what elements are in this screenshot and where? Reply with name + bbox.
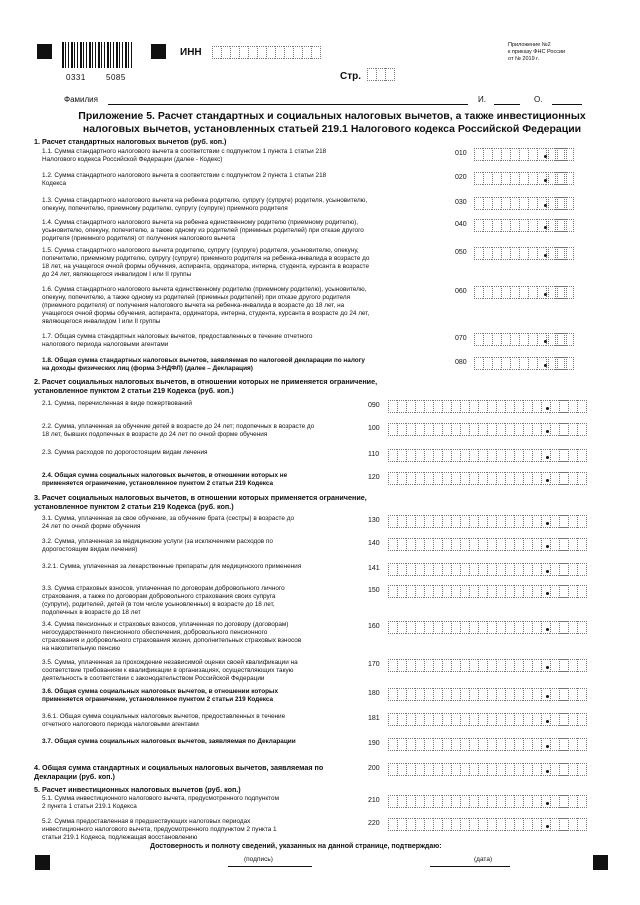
initial1-label: И. [478,95,486,104]
row-130-code: 130 [368,517,380,524]
signature-label: (подпись) [244,856,273,863]
row-170-label: 3.5. Сумма, уплаченная за прохождение независимой оценки своей квалификации на соответствие требованиям к квалификации в организациях, осуществляющих такую деятельность в соответствии с законодательством Российской Федерации [42,659,298,682]
section-4-heading: 4. Общая сумма стандартных и социальных налоговых вычетов, заявляемая по Декларации (руб. коп.) [34,763,324,781]
row-130-kopecks-cells[interactable] [550,515,569,528]
row-110-code: 110 [368,451,380,458]
row-181-kopecks-cells[interactable] [550,713,569,726]
row-180-label: 3.6. Общая сумма социальных налоговых вычетов, в отношении которых применяется ограничение, установленное пунктом 2 статьи 219 Кодекса [42,688,279,703]
row-160-label: 3.4. Сумма пенсионных и страховых взносов, уплаченная по договору (договорам) негосударственного пенсионного обеспечения, добровольного пенсионного страхования и добровольного страхования жизни, дополнительных страховых взносов на накопительную пенсию [42,621,302,652]
row-100-kopecks-cells[interactable] [550,423,569,436]
appendix-note: Приложение №2 к приказу ФНС России от № 2019 г. [508,42,566,62]
row-220-label: 5.2. Сумма предоставленная в предшествующих налоговых периодах инвестиционного налогового вычета, предусмотренного подпунктом 2 пункта 1 статьи 219.1 Кодекса, подлежащая восстановлению [42,818,277,841]
surname-field[interactable] [108,104,468,105]
row-140-kopecks-cells[interactable] [550,538,569,551]
row-040-kopecks-cells[interactable] [548,219,567,232]
row-070-kopecks-cells[interactable] [548,333,567,346]
row-070-decimal-point [544,340,547,343]
row-050-kopecks-cells[interactable] [548,247,567,260]
row-150-kopecks-cells[interactable] [550,585,569,598]
row-100-code: 100 [368,425,380,432]
row-170-decimal-point [546,666,549,669]
row-130-label: 3.1. Сумма, уплаченная за свое обучение, за обучение брата (сестры) в возрасте до 24 лет по очной форме обучения [42,515,294,530]
registration-marker-bottom-right [593,855,608,870]
row-160-code: 160 [368,623,380,630]
row-050-decimal-point [544,254,547,257]
row-190-kopecks-cells[interactable] [550,738,569,751]
initial1-field[interactable] [494,104,520,105]
row-010-decimal-point [544,155,547,158]
section-5-heading: 5. Расчет инвестиционных налоговых вычетов (руб. коп.) [34,785,241,794]
row-060-decimal-point [544,293,547,296]
row-180-code: 180 [368,690,380,697]
row-150-label: 3.3. Сумма страховых взносов, уплаченная по договорам добровольного личного страхования, а также по договорам добровольного страхования своих супруга (супруги), родителей, детей (в том числе усыновленных) в возрасте до 18 лет, подопечных в возрасте до 18 лет [42,585,285,616]
row-180-kopecks-cells[interactable] [550,688,569,701]
row-050-code: 050 [455,249,467,256]
row-140-decimal-point [546,545,549,548]
row-181-code: 181 [368,715,380,722]
row-080-decimal-point [544,364,547,367]
row-210-label: 5.1. Сумма инвестиционного налогового вычета, предусмотренного подпунктом 2 пункта 1 статьи 219.1 Кодекса [42,795,279,810]
row-010-label: 1.1. Сумма стандартного налогового вычета в соответствии с подпунктом 1 пункта 1 статьи 218 Налогового кодекса Российской Федерации (далее - Кодекс) [42,148,327,163]
row-020-kopecks-cells[interactable] [548,172,567,185]
row-140-label: 3.2. Сумма, уплаченная за медицинские услуги (за исключением расходов по дорогостоящим видам лечения) [42,538,273,553]
row-140-code: 140 [368,540,380,547]
confirmation-text: Достоверность и полноту сведений, указанных на данной странице, подтверждаю: [150,843,442,850]
row-210-kopecks-cells[interactable] [550,795,569,808]
row-040-code: 040 [455,221,467,228]
row-010-kopecks-cells[interactable] [548,148,567,161]
row-090-code: 090 [368,402,380,409]
registration-marker-top-mid [151,44,166,59]
row-020-decimal-point [544,179,547,182]
row-200-kopecks-cells[interactable] [550,763,569,776]
row-020-label: 1.2. Сумма стандартного налогового вычета в соответствии с подпунктом 2 пункта 1 статьи 218 Кодекса [42,172,327,187]
row-020-code: 020 [455,174,467,181]
barcode-image [62,42,132,68]
row-160-kopecks-cells[interactable] [550,621,569,634]
row-130-decimal-point [546,522,549,525]
row-200-decimal-point [546,770,549,773]
initial2-field[interactable] [552,104,582,105]
row-120-label: 2.4. Общая сумма социальных налоговых вычетов, в отношении которых не применяется ограничение, установленное пунктом 2 статьи 219 Кодекса [42,472,288,487]
barcode-code-right: 5085 [106,73,126,82]
row-010-code: 010 [455,150,467,157]
row-070-code: 070 [455,335,467,342]
row-040-label: 1.4. Сумма стандартного налогового вычета на ребенка единственному родителю (приемному родителю), усыновителю, опекуну, попечителю, а также одному из родителей (приемных родителей) при отказе другого родителя (приемного родителя) от получения налогового вычета [42,219,364,242]
section-2-heading: 2. Расчет социальных налоговых вычетов, в отношении которых не применяется ограничение, установленное пунктом 2 статьи 219 Кодекса (руб. коп.) [34,377,378,395]
row-080-label: 1.8. Общая сумма стандартных налоговых вычетов, заявляемая по налоговой декларации по налогу на доходы физических лиц (форма 3-НДФЛ) (далее – Декларация) [42,357,365,372]
row-080-code: 080 [455,359,467,366]
row-141-code: 141 [368,565,380,572]
date-label: (дата) [474,856,493,863]
row-060-code: 060 [455,288,467,295]
row-060-kopecks-cells[interactable] [548,286,567,299]
inn-cells[interactable] [212,46,321,59]
row-090-kopecks-cells[interactable] [550,400,569,413]
signature-field[interactable] [228,866,312,867]
row-220-kopecks-cells[interactable] [550,818,569,831]
inn-label: ИНН [180,47,202,58]
row-070-label: 1.7. Общая сумма стандартных налоговых вычетов, предоставленных в течение отчетного налогового периода налоговыми агентами [42,333,313,348]
row-030-decimal-point [544,204,547,207]
row-050-label: 1.5. Сумма стандартного налогового вычета родителю, супругу (супруге) родителя, усыновителю, опекуну, попечителю, приемному родителю, супругу (супруге) приемного родителя на ребенка-инвалида в возрасте до 18 лет, на учащегося очной формы обучения, аспиранта, ординатора, интерна, студента, курсанта в возрасте до 24 лет, являющегося инвалидом I или II группы [42,247,370,278]
initial2-label: О. [534,95,543,104]
section-3-heading: 3. Расчет социальных налоговых вычетов, в отношении которых применяется ограничение, установленное пунктом 2 статьи 219 Кодекса (руб. коп.) [34,493,367,511]
row-030-kopecks-cells[interactable] [548,197,567,210]
section-1-heading: 1. Расчет стандартных налоговых вычетов (руб. коп.) [34,137,227,146]
row-090-decimal-point [546,407,549,410]
page-title: Приложение 5. Расчет стандартных и социальных налоговых вычетов, а также инвестиционных налоговых вычетов, установленных статьей 219.1 Налогового кодекса Российской Федерации [78,110,586,135]
row-141-label: 3.2.1. Сумма, уплаченная за лекарственные препараты для медицинского применения [42,563,302,570]
row-210-code: 210 [368,797,380,804]
row-040-decimal-point [544,226,547,229]
row-110-decimal-point [546,456,549,459]
row-190-label: 3.7. Общая сумма социальных налоговых вычетов, заявляемая по Декларации [42,738,296,745]
row-210-decimal-point [546,802,549,805]
row-170-kopecks-cells[interactable] [550,659,569,672]
row-080-kopecks-cells[interactable] [548,357,567,370]
row-120-code: 120 [368,474,380,481]
row-190-decimal-point [546,745,549,748]
row-150-decimal-point [546,592,549,595]
row-180-decimal-point [546,695,549,698]
registration-marker-top-left [37,44,52,59]
row-220-decimal-point [546,825,549,828]
row-200-code: 200 [368,765,380,772]
row-120-decimal-point [546,479,549,482]
row-170-code: 170 [368,661,380,668]
row-150-code: 150 [368,587,380,594]
page-label: Стр. [340,71,362,82]
row-110-label: 2.3. Сумма расходов по дорогостоящим видам лечения [42,449,208,456]
registration-marker-bottom-left [35,855,50,870]
row-100-label: 2.2. Сумма, уплаченная за обучение детей в возрасте до 24 лет; подопечных в возрасте до 18 лет, бывших подопечных в возрасте до 24 лет по очной форме обучения [42,423,315,438]
row-160-decimal-point [546,628,549,631]
row-190-code: 190 [368,740,380,747]
date-field[interactable] [430,866,510,867]
row-181-decimal-point [546,720,549,723]
row-141-kopecks-cells[interactable] [550,563,569,576]
row-090-label: 2.1. Сумма, перечисленная в виде пожертвований [42,400,192,407]
surname-label: Фамилия [64,95,98,104]
barcode-code-left: 0331 [66,73,86,82]
page-number-cells[interactable] [367,68,395,81]
row-181-label: 3.6.1. Общая сумма социальных налоговых вычетов, предоставленных в течение отчетного налогового периода налоговыми агентами [42,713,286,728]
row-220-code: 220 [368,820,380,827]
row-120-kopecks-cells[interactable] [550,472,569,485]
row-030-code: 030 [455,199,467,206]
row-060-label: 1.6. Сумма стандартного налогового вычета единственному родителю (приемному родителю), усыновителю, опекуну, попечителю, а также одному из родителей (приемных родителей) при отказе другого родителя (приемного родителя) от получения налогового вычета на ребенка-инвалида в возрасте до 18 лет, на учащегося очной формы обучения, аспиранта, ординатора, интерна, студента, курсанта в возрасте до 24 лет, являющегося инвалидом I или II группы [42,286,370,325]
row-110-kopecks-cells[interactable] [550,449,569,462]
row-141-decimal-point [546,570,549,573]
row-030-label: 1.3. Сумма стандартного налогового вычета на ребенка родителю, супругу (супруге) родителя, усыновителю, опекуну, попечителю, приемному родителю, супругу (супруге) приемного родителя [42,197,368,212]
row-100-decimal-point [546,430,549,433]
